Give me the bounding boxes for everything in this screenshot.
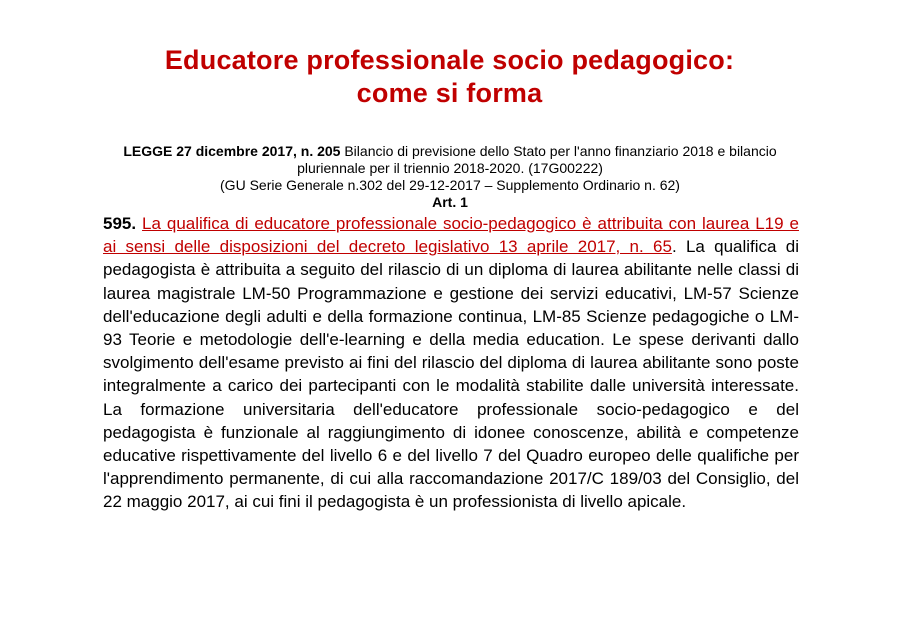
paragraph-text: . La qualifica di pedagogista è attribuita a seguito del rilascio di un diploma di laurea abilitante nelle classi di laurea magistrale LM-50 Programmazione e gestione dei servizi educativi, LM-57 Scienze dell'educazione degli adulti e della formazione continua, LM-85 Scienze pedagogiche o LM-93 Teorie e metodologie dell'e-learning e della media education. Le spese derivanti dallo svolgimento dell'esame previsto ai fini del rilascio del diploma di laurea abilitante sono poste integralmente a carico dei partecipanti con le modalità stabilite dalle università interessate. La formazione universitaria dell'educatore professionale socio-pedagogico e del pedagogista è funzionale al raggiungimento di idonee conoscenze, abilità e competenze educative rispettivamente del livello 6 e del livello 7 del Quadro europeo delle qualifiche per l'apprendimento permanente, di cui alla raccomandazione 2017/C 189/03 del Consiglio, del 22 maggio 2017, ai cui fini il pedagogista è un professionista di livello apicale. <box>103 237 800 512</box>
slide-title <box>0 44 899 110</box>
title-line-1: Educatore professionale socio pedagogico: <box>164 45 735 75</box>
law-reference: LEGGE 27 dicembre 2017, n. 205 <box>123 143 341 159</box>
paragraph-number: 595. <box>103 214 137 233</box>
law-header <box>90 143 810 211</box>
article-heading: Art. 1 <box>432 194 468 210</box>
law-description-1: Bilancio di previsione dello Stato per l'anno finanziario 2018 e bilancio <box>340 143 777 159</box>
law-header-line-1 <box>90 143 810 160</box>
law-description-2: pluriennale per il triennio 2018-2020. (17G00222) <box>297 160 603 176</box>
highlighted-sentence: La qualifica di educatore professionale socio-pedagogico è attribuita con laurea L19 e ai sensi delle disposizioni del decreto legislativo 13 aprile 2017, n. 65 <box>103 214 799 257</box>
gazette-reference: (GU Serie Generale n.302 del 29-12-2017 – Supplemento Ordinario n. 62) <box>220 177 680 193</box>
title-line-2: come si forma <box>356 78 543 108</box>
article-paragraph <box>103 212 799 514</box>
